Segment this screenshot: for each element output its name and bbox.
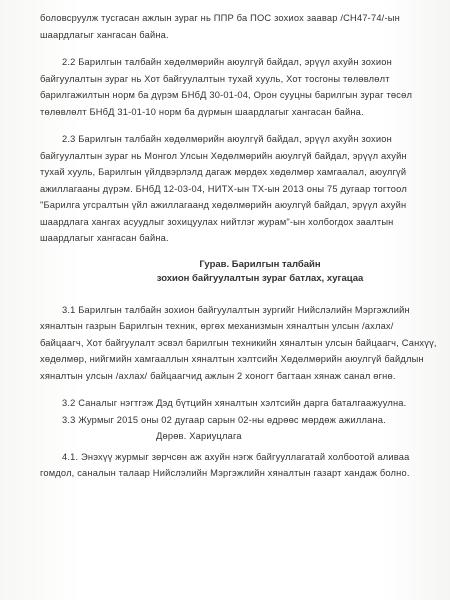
paragraph-3-3: 3.3 Журмыг 2015 оны 02 дугаар сарын 02-ны өдрөөс мөрдөж ажиллана. [62, 414, 386, 425]
paragraph-3-2: 3.2 Саналыг нэгтгэж Дэд бүтцийн хяналтын хэлтсийн дарга баталгаажуулна. [62, 398, 407, 408]
text-line: шаардлага хангах асуудлыг зохицуулах нийтлэг журам"-ын холбогдох заалтын [40, 216, 394, 227]
text-line: хяналтын газрын Барилгын техник, өргөх механизмын хяналтын улсын /ахлах/ [40, 321, 394, 331]
section-heading [40, 258, 410, 286]
paragraph-2-3 [40, 131, 410, 247]
text-line: байцаагч, Хот байгуулалт эсвэл барилгын техникийн хяналтын улсын байцаагч, Санхүү, [40, 337, 437, 348]
text-line: шаардлагыг хангасан байна. [40, 233, 169, 243]
text-line: 3.1 Барилгын талбайн зохион байгуулалтын зургийг Нийслэлийн Мэргэжлийн [62, 304, 410, 315]
text-line: төлөвлөлт БНбД 31-01-10 норм ба дүрмын шаардлагыг хангасан байна. [40, 106, 364, 117]
chapter-4-title: Дөрөв. Хариуцлага [156, 431, 242, 441]
text-line: гомдол, саналын талаар Нийслэлийн Мэргэжлийн хяналтын газарт хандаж болно. [40, 468, 410, 478]
heading-line: Гурав. Барилгын талбайн [199, 258, 321, 270]
paragraph-4-1 [40, 449, 410, 482]
heading-line: зохион байгуулалтын зураг батлах, хугацаа [156, 272, 364, 284]
text-line: байгуулалтын зураг нь Хот байгуулалтын тухай хууль, Хот тосгоны төлөвлөлт [40, 73, 390, 84]
text-line: шаардлагыг хангасан байна. [40, 29, 169, 40]
text-line: ажиллагааны дүрэм. БНбД 12-03-04, НИТХ-ын ТХ-ын 2013 оны 75 дугаар тогтоол [40, 183, 407, 194]
paragraph-2-2 [40, 54, 413, 120]
text-line: боловсруулж тусгасан ажлын зураг нь ППР ба ПОС зохиох заавар /СН47-74/-ын [40, 13, 400, 23]
text-line: барилгажилтын норм ба дүрэм БНбД 30-01-04, Орон сууцны барилгын зураг төсөл [40, 90, 413, 100]
text-line: хяналтын улсын /ахлах/ байцаагчид ажлын 2 хоногт багтаан хянаж санал өгнө. [40, 370, 396, 381]
paragraph-3-1 [40, 302, 437, 385]
text-line: 2.2 Барилгын талбайн хөдөлмөрийн аюулгүй байдал, эрүүл ахуйн зохион [62, 57, 392, 67]
text-line: 2.3 Барилгын талбайн хөдөлмөрийн аюулгүй байдал, эрүүл ахуйн зохион [62, 134, 392, 144]
text-line: "Барилга угсралтын үйл ажиллагаанд хөдөлмөрийн аюулгүй байдал, эрүүл ахуйн [40, 200, 407, 210]
text-line: байгуулалтын зураг нь Монгол Улсын Хөдөлмөрийн аюулгүй байдал, эрүүл ахуйн [40, 150, 407, 161]
text-line: 4.1. Энэхүү журмыг зөрчсөн аж ахуйн нэгж байгууллагатай холбоотой аливаа [62, 451, 410, 462]
paragraph-intro [40, 10, 410, 43]
text-line: тухай хууль, Барилгын үйлдвэрлэлд дагаж мөрдөх хөдөлмөр хамгаалал, аюулгүй [40, 167, 407, 177]
text-line: хөдөлмөр, нийгмийн хамгааллын хяналтын хэлтсийн Хөдөлмөрийн аюулгүй байдлын [40, 354, 424, 364]
